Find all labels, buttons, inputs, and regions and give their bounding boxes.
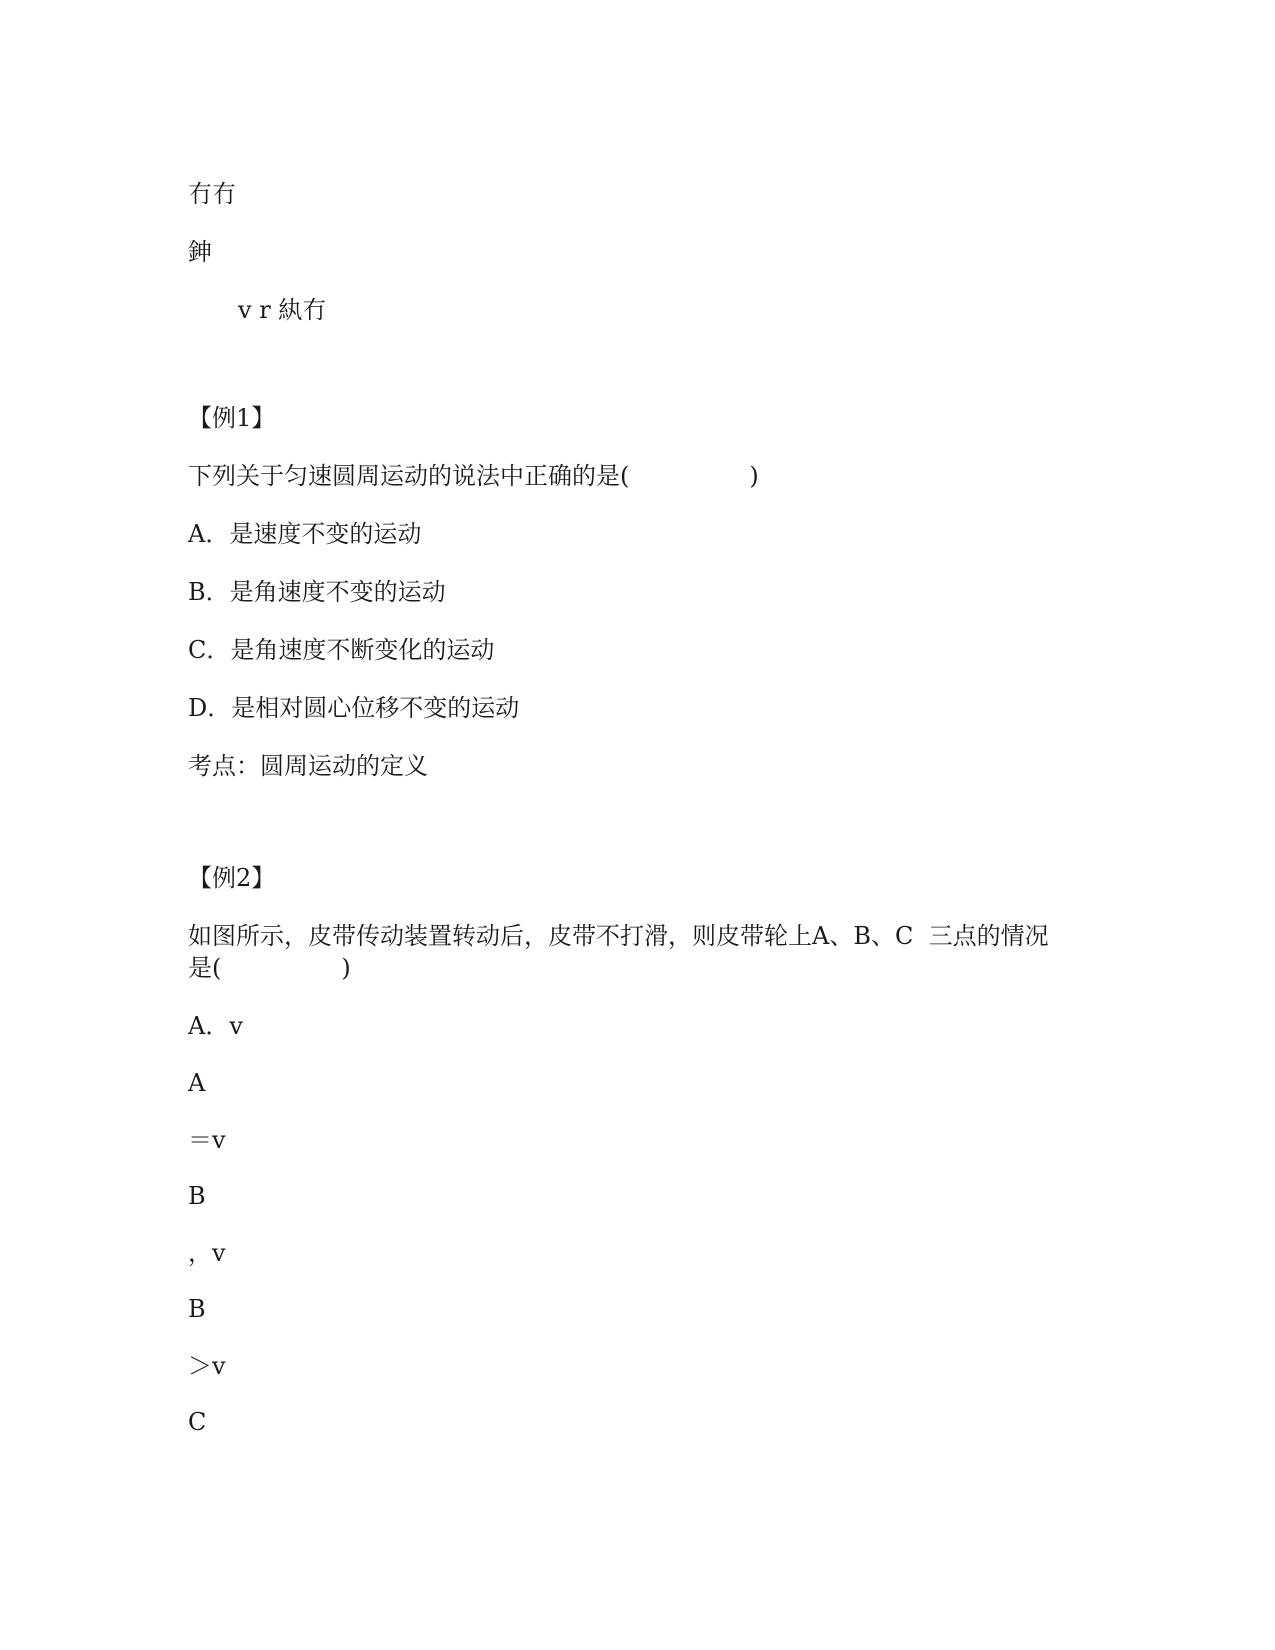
garbled-text-line-2: 鉮 — [188, 238, 212, 266]
example2-fragment: A — [188, 1069, 206, 1097]
garbled-text-line-1: 冇冇 — [188, 180, 236, 208]
example2-question-close: ) — [341, 954, 351, 982]
example1-question-text: 下列关于匀速圆周运动的说法中正确的是( — [188, 462, 630, 490]
example2-fragment: B — [188, 1295, 206, 1323]
example1-question — [188, 460, 759, 492]
example1-heading: 【例1】 — [188, 404, 276, 432]
example2-fragment: B — [188, 1182, 206, 1210]
example2-question-line1: 如图所示，皮带传动装置转动后，皮带不打滑，则皮带轮上A、B、C 三点的情况 — [188, 922, 1049, 950]
garbled-text-line-3: v r 紈冇 — [238, 296, 327, 324]
example2-fragment: ＝v — [188, 1126, 226, 1154]
example1-option-a: A．是速度不变的运动 — [188, 520, 422, 548]
example1-kaodian: 考点：圆周运动的定义 — [188, 752, 428, 780]
example2-question-line2 — [188, 952, 351, 984]
example1-option-d: D．是相对圆心位移不变的运动 — [188, 694, 520, 722]
example2-heading: 【例2】 — [188, 864, 276, 892]
example1-question-close: ) — [749, 462, 759, 490]
example2-fragment: C — [188, 1408, 207, 1436]
example2-question-text: 是( — [188, 954, 222, 982]
example2-fragment: ＞v — [188, 1352, 226, 1380]
example1-option-b: B．是角速度不变的运动 — [188, 578, 446, 606]
example1-option-c: C．是角速度不断变化的运动 — [188, 636, 495, 664]
example2-fragment: A．v — [188, 1012, 243, 1040]
example2-fragment: ，v — [188, 1239, 226, 1267]
